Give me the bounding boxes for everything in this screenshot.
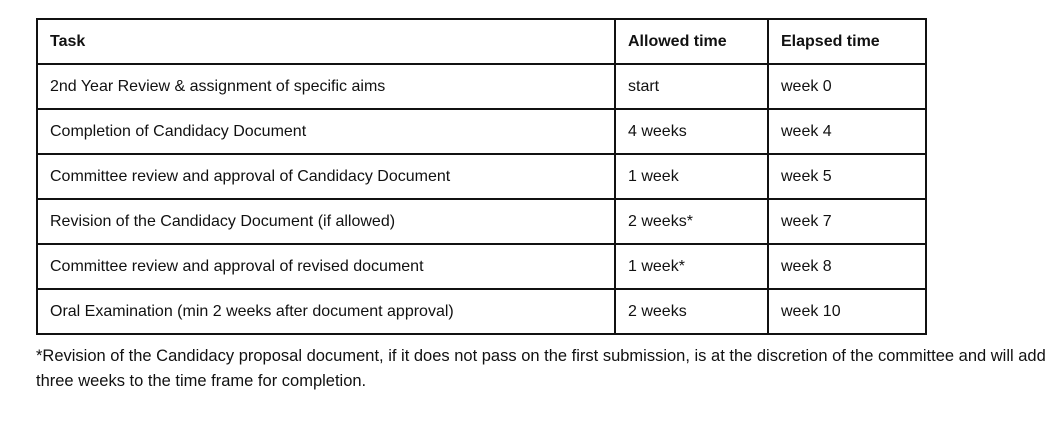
task-cell: Committee review and approval of Candidacy Document bbox=[37, 154, 615, 199]
task-cell: Revision of the Candidacy Document (if allowed) bbox=[37, 199, 615, 244]
task-cell: Committee review and approval of revised document bbox=[37, 244, 615, 289]
allowed-time-cell: 1 week* bbox=[615, 244, 768, 289]
allowed-time-cell: 2 weeks* bbox=[615, 199, 768, 244]
header-row bbox=[37, 19, 926, 64]
elapsed-time-cell: week 4 bbox=[768, 109, 926, 154]
table-row bbox=[37, 64, 926, 109]
task-cell: Completion of Candidacy Document bbox=[37, 109, 615, 154]
elapsed-time-cell: week 10 bbox=[768, 289, 926, 334]
allowed-time-cell: 1 week bbox=[615, 154, 768, 199]
column-header-elapsed: Elapsed time bbox=[768, 19, 926, 64]
elapsed-time-cell: week 7 bbox=[768, 199, 926, 244]
column-header-task: Task bbox=[37, 19, 615, 64]
candidacy-timeline-table bbox=[36, 18, 927, 335]
column-header-allowed: Allowed time bbox=[615, 19, 768, 64]
elapsed-time-cell: week 5 bbox=[768, 154, 926, 199]
table-row bbox=[37, 154, 926, 199]
table-row bbox=[37, 199, 926, 244]
allowed-time-cell: 2 weeks bbox=[615, 289, 768, 334]
table-row bbox=[37, 244, 926, 289]
task-cell: Oral Examination (min 2 weeks after document approval) bbox=[37, 289, 615, 334]
elapsed-time-cell: week 0 bbox=[768, 64, 926, 109]
elapsed-time-cell: week 8 bbox=[768, 244, 926, 289]
allowed-time-cell: start bbox=[615, 64, 768, 109]
table-row bbox=[37, 109, 926, 154]
task-cell: 2nd Year Review & assignment of specific aims bbox=[37, 64, 615, 109]
allowed-time-cell: 4 weeks bbox=[615, 109, 768, 154]
footnote: *Revision of the Candidacy proposal document, if it does not pass on the first submission, is at the discretion of the committee and will add three weeks to the time frame for completion. bbox=[36, 347, 1046, 390]
table-row bbox=[37, 289, 926, 334]
